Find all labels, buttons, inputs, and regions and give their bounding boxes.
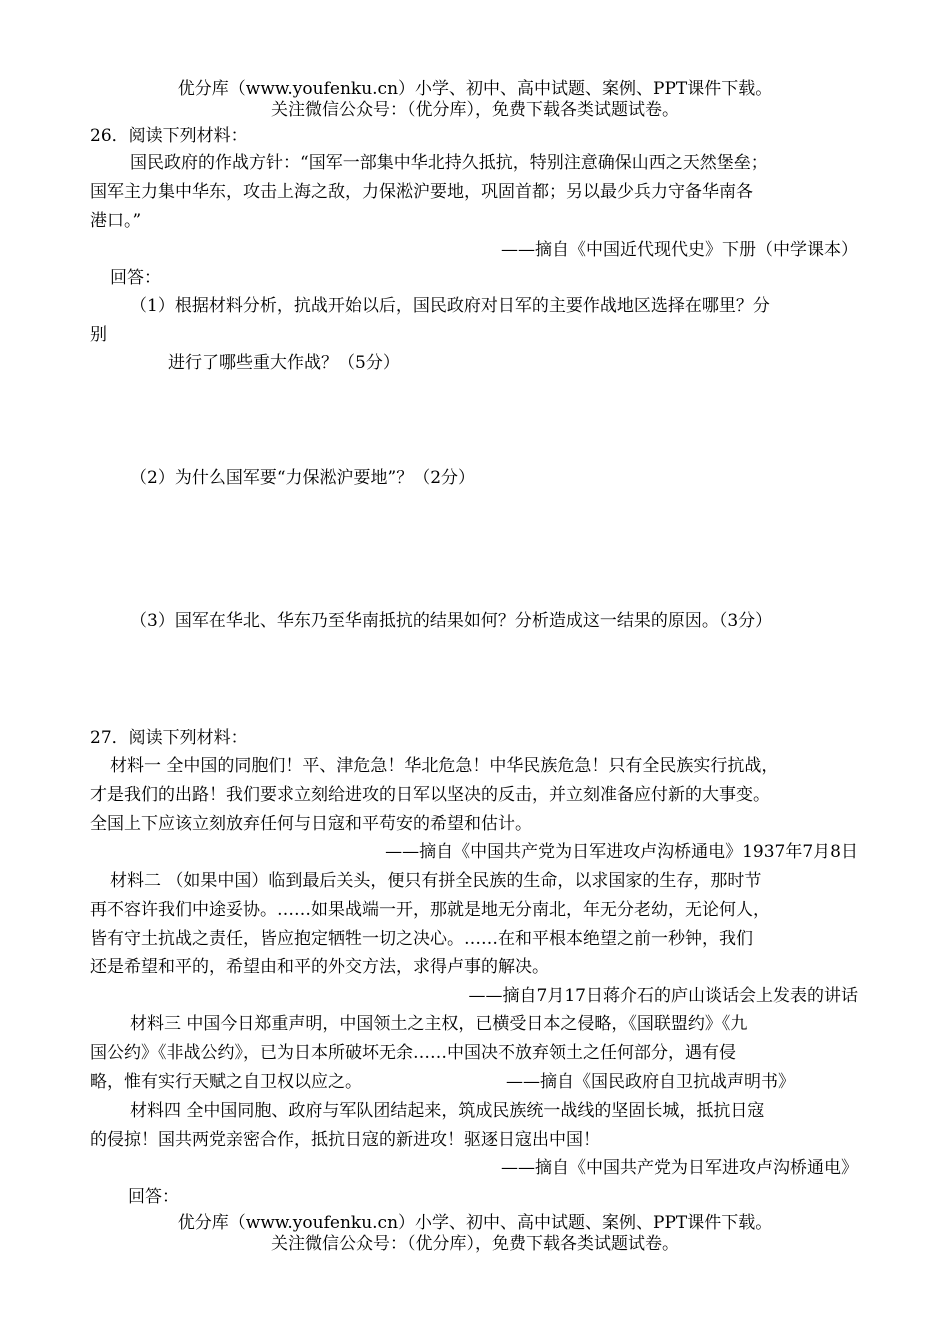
q26-question-2: （2）为什么国军要“力保淞沪要地”？（2分）	[130, 468, 476, 488]
q27-material-1-line: 全国上下应该立刻放弃任何与日寇和平苟安的希望和估计。	[90, 814, 532, 834]
q27-material-2-source: ——摘自7月17日蒋介石的庐山谈话会上发表的讲话	[468, 986, 858, 1006]
q26-source: ——摘自《中国近代现代史》下册（中学课本）	[501, 240, 858, 260]
q27-material-1-line: 材料一 全中国的同胞们！平、津危急！华北危急！中华民族危急！只有全民族实行抗战，	[110, 756, 779, 776]
q27-material-2-line: 皆有守土抗战之责任，皆应抱定牺牲一切之决心。……在和平根本绝望之前一秒钟，我们	[90, 929, 753, 949]
q27-title: 27．阅读下列材料：	[90, 728, 248, 748]
q27-material-4-source: ——摘自《中国共产党为日军进攻卢沟桥通电》	[501, 1158, 858, 1178]
q26-material-line: 国民政府的作战方针：“国军一部集中华北持久抵抗，特别注意确保山西之天然堡垒；	[130, 153, 768, 173]
q27-material-2-line: 再不容许我们中途妥协。……如果战端一开，那就是地无分南北，年无分老幼，无论何人，	[90, 900, 770, 920]
q26-title: 26．阅读下列材料：	[90, 126, 248, 146]
q26-question-3: （3）国军在华北、华东乃至华南抵抗的结果如何？分析造成这一结果的原因。（3分）	[130, 611, 773, 631]
q27-material-3-line: 材料三 中国今日郑重声明，中国领土之主权，已横受日本之侵略，《国联盟约》《九	[130, 1014, 748, 1034]
q26-material-line: 港口。”	[90, 211, 142, 231]
q26-answer-label: 回答：	[110, 268, 161, 288]
q27-material-4-line: 的侵掠！国共两党亲密合作，抵抗日寇的新进攻！驱逐日寇出中国！	[90, 1130, 600, 1150]
q27-material-3-source: ——摘自《国民政府自卫抗战声明书》	[506, 1072, 795, 1092]
footer-line-2: 关注微信公众号：（优分库），免费下载各类试题试卷。	[271, 1234, 679, 1254]
q27-material-3-line: 略，惟有实行天赋之自卫权以应之。	[90, 1072, 362, 1092]
q27-material-1-line: 才是我们的出路！我们要求立刻给进攻的日军以坚决的反击，并立刻准备应付新的大事变。	[90, 785, 770, 805]
q26-material-line: 国军主力集中华东，攻击上海之敌，力保淞沪要地，巩固首都；另以最少兵力守备华南各	[90, 182, 753, 202]
q27-material-1-source: ——摘自《中国共产党为日军进攻卢沟桥通电》1937年7月8日	[385, 842, 858, 862]
q26-question-1: （1）根据材料分析，抗战开始以后，国民政府对日军的主要作战地区选择在哪里？分	[130, 296, 770, 316]
q27-answer-label: 回答：	[128, 1187, 179, 1207]
q27-material-2-line: 材料二 （如果中国）临到最后关头，便只有拼全民族的生命，以求国家的生存，那时节	[110, 871, 762, 891]
footer-line-1: 优分库（www.youfenku.cn）小学、初中、高中试题、案例、PPT课件下载。	[177, 1213, 773, 1233]
q27-material-4-line: 材料四 全中国同胞、政府与军队团结起来，筑成民族统一战线的坚固长城，抵抗日寇	[130, 1101, 765, 1121]
q26-question-1-wrap: 别	[90, 325, 107, 345]
q27-material-2-line: 还是希望和平的，希望由和平的外交方法，求得卢事的解决。	[90, 957, 549, 977]
header-line-1: 优分库（www.youfenku.cn）小学、初中、高中试题、案例、PPT课件下载。	[177, 79, 773, 99]
header-line-2: 关注微信公众号：（优分库），免费下载各类试题试卷。	[271, 100, 679, 120]
q26-question-1-cont: 进行了哪些重大作战？（5分）	[168, 353, 400, 373]
q27-material-3-line: 国公约》《非战公约》，已为日本所破坏无余……中国决不放弃领土之任何部分，遇有侵	[90, 1043, 736, 1063]
